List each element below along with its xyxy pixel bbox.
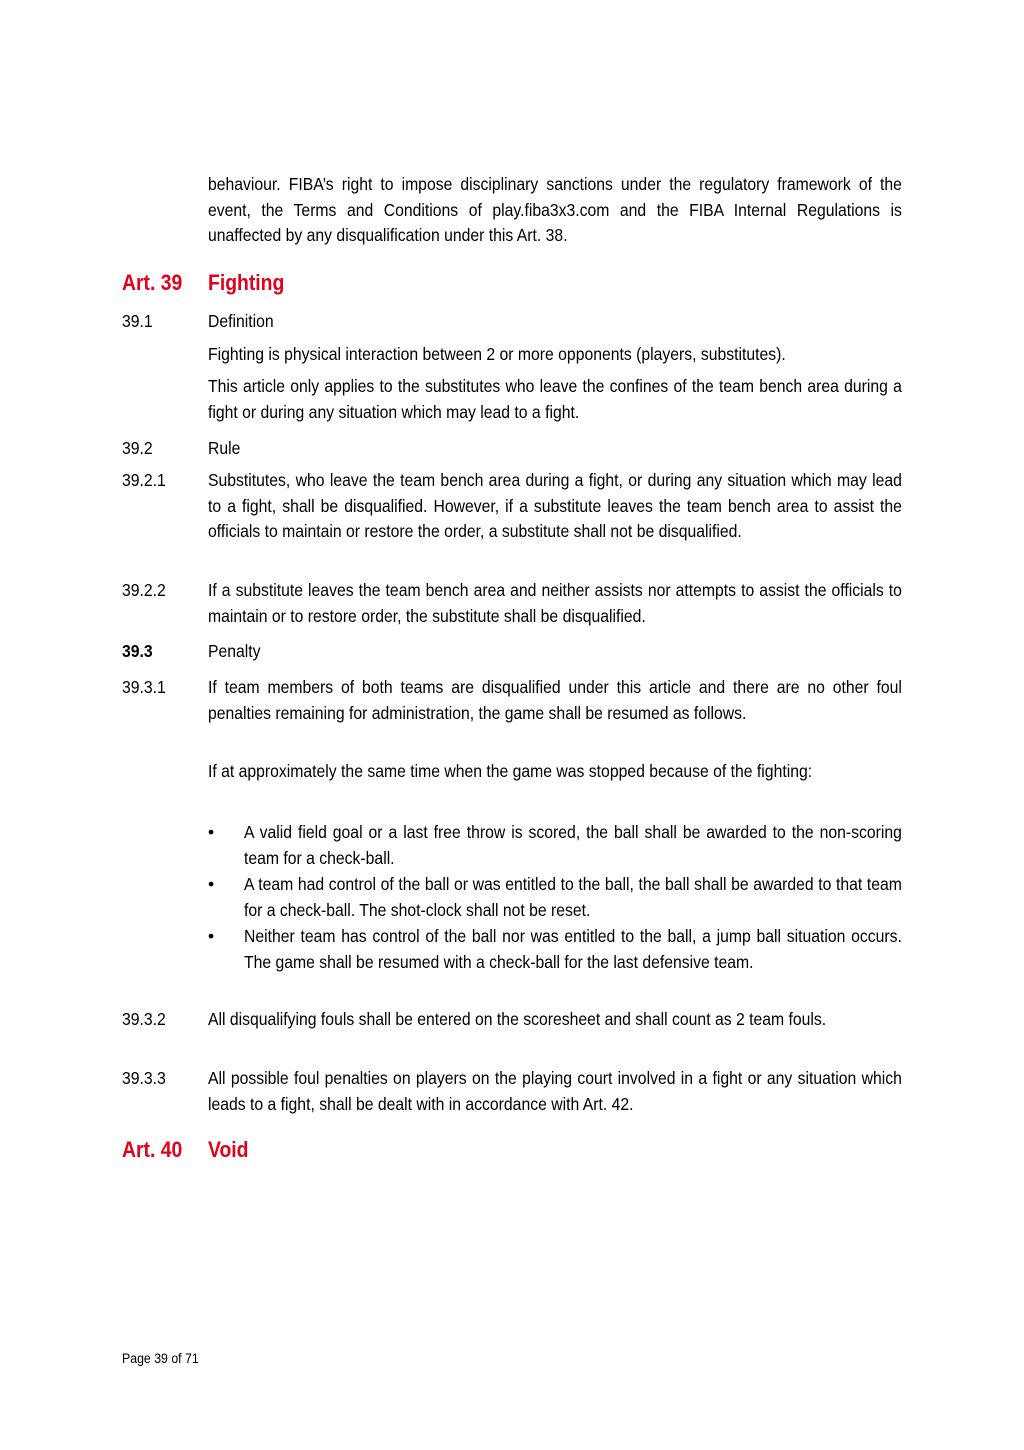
clause-39-3-3-text: All possible foul penalties on players on the playing court involved in a fight or any situation which leads to a fight, shall be dealt with in accordance with Art. 42. [208,1068,902,1114]
clause-39-3-2-number: 39.3.2 [122,1009,166,1029]
bullet-item-1: A valid field goal or a last free throw is scored, the ball shall be awarded to the non-scoring team for a check-ball. [244,822,902,868]
section-39-3-heading: Penalty [208,641,261,661]
bullet-item-3: Neither team has control of the ball nor was entitled to the ball, a jump ball situation occurs. The game shall be resumed with a check-ball for the last defensive team. [244,926,902,972]
page-footer: Page 39 of 71 [122,1350,199,1366]
clause-39-2-1-text: Substitutes, who leave the team bench area during a fight, or during any situation which may lead to a fight, shall be disqualified. However, if a substitute leaves the team bench area to assist the officials to maintain or restore the order, a substitute shall not be disqualified. [208,470,902,541]
section-39-1-paragraph-1: Fighting is physical interaction between 2 or more opponents (players, substitutes). [208,344,786,364]
clause-39-3-1-text-2: If at approximately the same time when the game was stopped because of the fighting: [208,761,813,781]
article-39-number: Art. 39 [122,270,183,295]
section-39-3-number: 39.3 [122,641,153,661]
clause-39-3-1-text: If team members of both teams are disqualified under this article and there are no other foul penalties remaining for administration, the game shall be resumed as follows. [208,677,902,723]
clause-39-2-2-number: 39.2.2 [122,580,166,600]
clause-39-3-3-number: 39.3.3 [122,1068,166,1088]
section-39-1-number: 39.1 [122,311,153,331]
clause-39-2-2-text: If a substitute leaves the team bench area and neither assists nor attempts to assist the officials to maintain or to restore order, the substitute shall be disqualified. [208,580,902,626]
continuation-paragraph: behaviour. FIBA’s right to impose disciplinary sanctions under the regulatory framework of the event, the Terms and Conditions of play.fiba3x3.com and the FIBA Internal Regulations is unaffected by any disqualification under this Art. 38. [208,174,902,245]
bullet-marker: • [208,822,215,842]
clause-39-3-1-number: 39.3.1 [122,677,166,697]
article-40-title: Void [208,1137,249,1162]
bullet-item-2: A team had control of the ball or was entitled to the ball, the ball shall be awarded to that team for a check-ball. The shot-clock shall not be reset. [244,874,902,920]
section-39-1-heading: Definition [208,311,274,331]
article-40-number: Art. 40 [122,1137,183,1162]
section-39-2-heading: Rule [208,438,241,458]
bullet-marker: • [208,926,215,946]
article-39-title: Fighting [208,270,285,295]
clause-39-3-2-text: All disqualifying fouls shall be entered on the scoresheet and shall count as 2 team fouls. [208,1009,827,1029]
section-39-2-number: 39.2 [122,438,153,458]
section-39-1-paragraph-2: This article only applies to the substitutes who leave the confines of the team bench area during a fight or during any situation which may lead to a fight. [208,376,902,422]
clause-39-2-1-number: 39.2.1 [122,470,166,490]
bullet-marker: • [208,874,215,894]
